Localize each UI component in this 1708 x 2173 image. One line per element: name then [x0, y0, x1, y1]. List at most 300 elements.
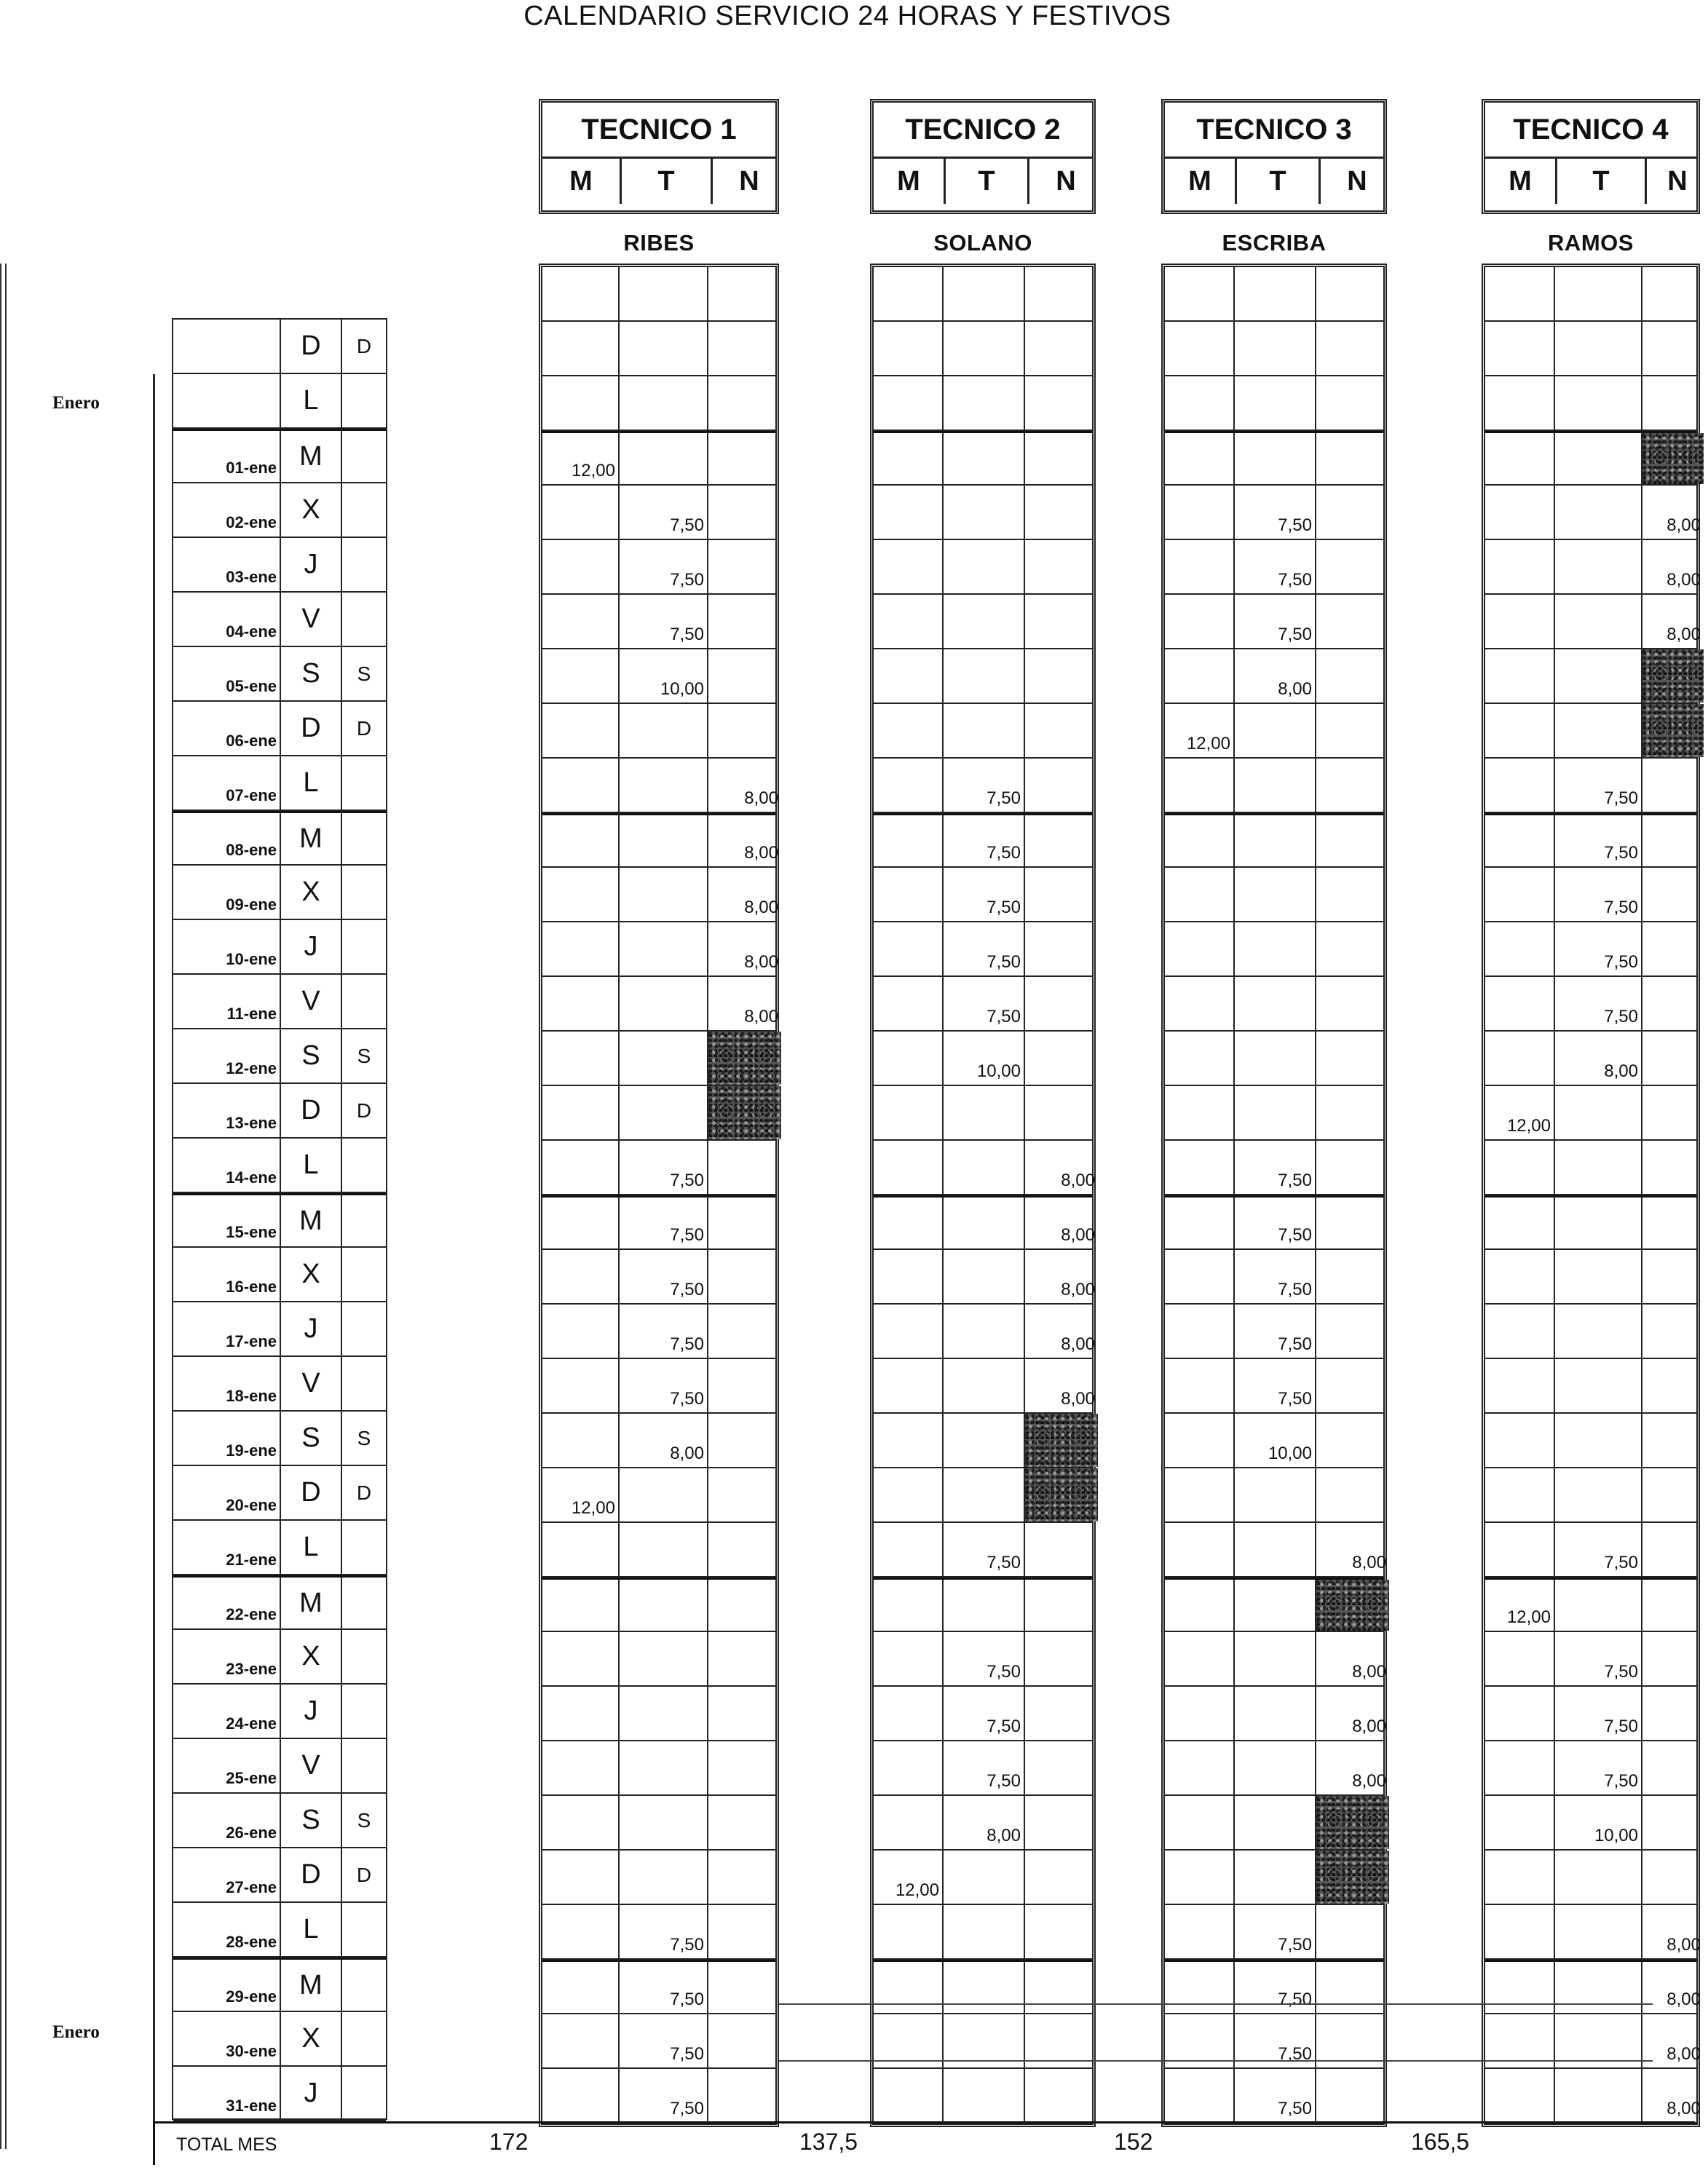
shift-cell-m[interactable] — [874, 977, 944, 1030]
shift-cell-n[interactable] — [708, 1359, 781, 1412]
shift-cell-m[interactable] — [874, 1632, 944, 1685]
shift-cell-n[interactable] — [1642, 868, 1704, 921]
shift-cell-t[interactable] — [620, 1032, 708, 1085]
shift-cell-n[interactable] — [1316, 649, 1389, 702]
shift-cell-t[interactable]: 7,50 — [1235, 540, 1316, 593]
shift-cell-n[interactable]: 8,00 — [744, 843, 778, 863]
shift-cell-t[interactable] — [1235, 815, 1316, 866]
shift-cell-m[interactable] — [1485, 1414, 1555, 1467]
shift-cell-t[interactable]: 7,50 — [1235, 486, 1316, 539]
shift-cell-t[interactable] — [944, 704, 1025, 757]
shift-cell-n[interactable] — [1316, 1580, 1389, 1631]
shift-cell-n[interactable] — [1316, 2069, 1389, 2122]
shift-cell-t[interactable] — [620, 1468, 708, 1521]
shift-cell-m[interactable] — [1485, 1359, 1555, 1412]
shift-cell-n[interactable] — [708, 1198, 781, 1248]
shift-cell-m[interactable] — [542, 1198, 620, 1248]
shift-cell-n[interactable] — [1025, 649, 1098, 702]
shift-cell-n[interactable] — [1642, 1687, 1704, 1740]
shift-cell-n[interactable] — [708, 1305, 781, 1358]
shift-cell-t[interactable]: 7,50 — [1555, 868, 1642, 921]
shift-cell-m[interactable] — [874, 1414, 944, 1467]
shift-cell-n[interactable] — [708, 1741, 781, 1794]
shift-cell-m[interactable] — [874, 486, 944, 539]
shift-cell-m[interactable] — [1485, 267, 1555, 320]
shift-cell-n[interactable] — [1316, 1250, 1389, 1303]
shift-cell-n[interactable] — [708, 1796, 781, 1849]
shift-cell-n[interactable] — [1316, 1141, 1389, 1194]
shift-cell-n[interactable] — [1642, 1632, 1704, 1685]
shift-cell-n[interactable] — [1025, 376, 1098, 430]
shift-cell-m[interactable] — [542, 868, 620, 921]
shift-cell-m[interactable] — [1165, 1632, 1235, 1685]
shift-cell-t[interactable] — [1555, 322, 1642, 375]
shift-cell-m[interactable] — [542, 1905, 620, 1958]
shift-cell-n[interactable] — [1316, 1032, 1389, 1085]
shift-cell-n[interactable] — [708, 595, 781, 648]
shift-cell-t[interactable] — [1235, 1468, 1316, 1521]
shift-cell-t[interactable]: 7,50 — [1555, 1523, 1642, 1576]
shift-cell-m[interactable] — [542, 1086, 620, 1139]
shift-cell-n[interactable] — [1642, 1796, 1704, 1849]
shift-cell-m[interactable] — [874, 1086, 944, 1139]
shift-cell-t[interactable]: 8,00 — [1235, 649, 1316, 702]
shift-cell-m[interactable] — [542, 1851, 620, 1904]
shift-cell-n[interactable] — [1025, 704, 1098, 757]
shift-cell-m[interactable] — [1485, 1796, 1555, 1849]
shift-cell-n[interactable] — [1642, 1580, 1704, 1631]
shift-cell-n[interactable]: 8,00 — [1061, 1334, 1095, 1354]
shift-cell-t[interactable] — [944, 1851, 1025, 1904]
shift-cell-t[interactable]: 7,50 — [944, 1523, 1025, 1576]
shift-cell-n[interactable]: 8,00 — [1352, 1771, 1386, 1791]
shift-cell-t[interactable]: 8,00 — [620, 1414, 708, 1467]
shift-cell-n[interactable] — [708, 1468, 781, 1521]
shift-cell-m[interactable] — [874, 1032, 944, 1085]
shift-cell-t[interactable]: 7,50 — [944, 977, 1025, 1030]
shift-cell-n[interactable] — [1642, 649, 1704, 702]
shift-cell-m[interactable] — [874, 1687, 944, 1740]
shift-cell-t[interactable]: 7,50 — [1555, 1687, 1642, 1740]
shift-cell-m[interactable] — [542, 1580, 620, 1631]
shift-cell-t[interactable] — [944, 376, 1025, 430]
shift-cell-t[interactable] — [1555, 704, 1642, 757]
shift-cell-t[interactable] — [1235, 322, 1316, 375]
shift-cell-n[interactable] — [1642, 1141, 1704, 1194]
shift-cell-m[interactable] — [874, 1198, 944, 1248]
shift-cell-n[interactable]: 8,00 — [1061, 1171, 1095, 1190]
shift-cell-n[interactable] — [708, 376, 781, 430]
shift-cell-t[interactable]: 7,50 — [620, 1198, 708, 1248]
shift-cell-n[interactable] — [708, 1414, 781, 1467]
shift-cell-n[interactable] — [1025, 1905, 1098, 1958]
shift-cell-t[interactable]: 7,50 — [620, 540, 708, 593]
shift-cell-m[interactable] — [874, 1359, 944, 1412]
shift-cell-m[interactable] — [874, 815, 944, 866]
shift-cell-n[interactable] — [1025, 1086, 1098, 1139]
shift-cell-t[interactable]: 7,50 — [1235, 595, 1316, 648]
shift-cell-t[interactable] — [944, 540, 1025, 593]
shift-cell-t[interactable] — [1235, 868, 1316, 921]
shift-cell-n[interactable] — [1025, 1580, 1098, 1631]
shift-cell-m[interactable] — [542, 1359, 620, 1412]
shift-cell-n[interactable]: 8,00 — [1352, 1717, 1386, 1736]
shift-cell-t[interactable] — [1555, 486, 1642, 539]
shift-cell-n[interactable] — [1316, 1851, 1389, 1904]
shift-cell-t[interactable]: 7,50 — [944, 1687, 1025, 1740]
shift-cell-t[interactable] — [620, 322, 708, 375]
shift-cell-m[interactable] — [542, 1687, 620, 1740]
shift-cell-m[interactable] — [1165, 1198, 1235, 1248]
shift-cell-m[interactable] — [1485, 922, 1555, 975]
shift-cell-n[interactable] — [1316, 1414, 1389, 1467]
shift-cell-m[interactable] — [1165, 815, 1235, 866]
shift-cell-m[interactable]: 12,00 — [1485, 1580, 1555, 1631]
shift-cell-n[interactable] — [1025, 322, 1098, 375]
shift-cell-n[interactable] — [1642, 977, 1704, 1030]
shift-cell-n[interactable]: 8,00 — [1061, 1280, 1095, 1299]
shift-cell-m[interactable] — [1485, 322, 1555, 375]
shift-cell-t[interactable] — [944, 1414, 1025, 1467]
shift-cell-t[interactable] — [620, 1523, 708, 1576]
shift-cell-t[interactable] — [944, 322, 1025, 375]
shift-cell-n[interactable] — [1642, 322, 1704, 375]
shift-cell-n[interactable]: 8,00 — [1667, 625, 1701, 644]
shift-cell-m[interactable] — [1485, 1250, 1555, 1303]
shift-cell-m[interactable] — [542, 815, 620, 866]
shift-cell-n[interactable] — [708, 322, 781, 375]
shift-cell-t[interactable]: 7,50 — [1555, 922, 1642, 975]
shift-cell-t[interactable]: 7,50 — [1235, 1962, 1316, 2013]
shift-cell-t[interactable] — [620, 1851, 708, 1904]
shift-cell-n[interactable] — [708, 1580, 781, 1631]
shift-cell-t[interactable]: 10,00 — [1235, 1414, 1316, 1467]
shift-cell-t[interactable] — [944, 267, 1025, 320]
shift-cell-t[interactable]: 7,50 — [620, 1359, 708, 1412]
shift-cell-t[interactable] — [620, 977, 708, 1030]
shift-cell-n[interactable] — [1642, 1250, 1704, 1303]
shift-cell-m[interactable] — [1165, 1523, 1235, 1576]
shift-cell-n[interactable] — [1316, 267, 1389, 320]
shift-cell-n[interactable] — [1642, 759, 1704, 812]
shift-cell-n[interactable] — [1316, 977, 1389, 1030]
shift-cell-t[interactable] — [944, 1468, 1025, 1521]
shift-cell-m[interactable] — [1485, 868, 1555, 921]
shift-cell-n[interactable] — [1025, 267, 1098, 320]
shift-cell-m[interactable] — [1165, 540, 1235, 593]
shift-cell-m[interactable]: 12,00 — [542, 1468, 620, 1521]
shift-cell-n[interactable]: 8,00 — [1667, 1935, 1701, 1955]
shift-cell-n[interactable] — [1316, 376, 1389, 430]
shift-cell-n[interactable] — [1642, 376, 1704, 430]
shift-cell-n[interactable] — [1025, 1032, 1098, 1085]
shift-cell-m[interactable] — [1165, 1905, 1235, 1958]
shift-cell-t[interactable]: 7,50 — [1235, 1905, 1316, 1958]
shift-cell-m[interactable] — [1485, 977, 1555, 1030]
shift-cell-m[interactable] — [542, 2069, 620, 2122]
shift-cell-t[interactable] — [1555, 540, 1642, 593]
shift-cell-t[interactable] — [1555, 1414, 1642, 1467]
shift-cell-m[interactable] — [1165, 486, 1235, 539]
shift-cell-n[interactable] — [1642, 1851, 1704, 1904]
shift-cell-t[interactable] — [1555, 649, 1642, 702]
shift-cell-t[interactable]: 7,50 — [620, 1305, 708, 1358]
shift-cell-m[interactable] — [1165, 1086, 1235, 1139]
shift-cell-m[interactable] — [874, 1962, 944, 2013]
shift-cell-n[interactable] — [1316, 759, 1389, 812]
shift-cell-m[interactable] — [542, 1250, 620, 1303]
shift-cell-m[interactable] — [1485, 540, 1555, 593]
shift-cell-m[interactable] — [1485, 704, 1555, 757]
shift-cell-t[interactable]: 7,50 — [1555, 977, 1642, 1030]
shift-cell-t[interactable] — [944, 1359, 1025, 1412]
shift-cell-m[interactable] — [1485, 1851, 1555, 1904]
shift-cell-m[interactable] — [1485, 595, 1555, 648]
shift-cell-t[interactable] — [1235, 759, 1316, 812]
shift-cell-m[interactable] — [1165, 922, 1235, 975]
shift-cell-t[interactable] — [1555, 1962, 1642, 2013]
shift-cell-m[interactable] — [1165, 1741, 1235, 1794]
shift-cell-m[interactable] — [542, 704, 620, 757]
shift-cell-n[interactable] — [1316, 868, 1389, 921]
shift-cell-t[interactable]: 7,50 — [1555, 1632, 1642, 1685]
shift-cell-t[interactable] — [1235, 433, 1316, 484]
shift-cell-t[interactable] — [1235, 267, 1316, 320]
shift-cell-m[interactable] — [874, 1905, 944, 1958]
shift-cell-n[interactable] — [1025, 1414, 1098, 1467]
shift-cell-t[interactable]: 7,50 — [944, 759, 1025, 812]
shift-cell-n[interactable] — [1316, 433, 1389, 484]
shift-cell-m[interactable] — [542, 595, 620, 648]
shift-cell-t[interactable] — [1235, 977, 1316, 1030]
shift-cell-t[interactable]: 7,50 — [1235, 1198, 1316, 1248]
shift-cell-m[interactable] — [1485, 486, 1555, 539]
shift-cell-t[interactable] — [620, 1687, 708, 1740]
shift-cell-t[interactable] — [620, 1796, 708, 1849]
shift-cell-n[interactable] — [708, 2069, 781, 2122]
shift-cell-t[interactable] — [1235, 376, 1316, 430]
shift-cell-m[interactable] — [874, 376, 944, 430]
shift-cell-m[interactable] — [542, 2014, 620, 2067]
shift-cell-n[interactable] — [1025, 815, 1098, 866]
shift-cell-m[interactable] — [874, 1468, 944, 1521]
shift-cell-t[interactable] — [620, 1632, 708, 1685]
shift-cell-t[interactable] — [1235, 1632, 1316, 1685]
shift-cell-n[interactable] — [1642, 1086, 1704, 1139]
shift-cell-t[interactable] — [944, 1580, 1025, 1631]
shift-cell-m[interactable] — [874, 1580, 944, 1631]
shift-cell-t[interactable]: 10,00 — [620, 649, 708, 702]
shift-cell-t[interactable] — [944, 2069, 1025, 2122]
shift-cell-t[interactable] — [1555, 1580, 1642, 1631]
shift-cell-m[interactable] — [1485, 815, 1555, 866]
shift-cell-n[interactable] — [1025, 1796, 1098, 1849]
shift-cell-m[interactable] — [1165, 1796, 1235, 1849]
shift-cell-n[interactable]: 8,00 — [744, 898, 778, 917]
shift-cell-m[interactable] — [1165, 977, 1235, 1030]
shift-cell-n[interactable] — [1316, 704, 1389, 757]
shift-cell-t[interactable]: 7,50 — [1235, 2069, 1316, 2122]
shift-cell-t[interactable] — [1555, 376, 1642, 430]
shift-cell-t[interactable] — [1555, 1851, 1642, 1904]
shift-cell-m[interactable] — [874, 1523, 944, 1576]
shift-cell-t[interactable] — [1555, 267, 1642, 320]
shift-cell-m[interactable] — [1485, 759, 1555, 812]
shift-cell-n[interactable] — [1642, 1198, 1704, 1248]
shift-cell-m[interactable] — [542, 486, 620, 539]
shift-cell-n[interactable] — [708, 704, 781, 757]
shift-cell-n[interactable] — [1025, 1741, 1098, 1794]
shift-cell-n[interactable] — [1316, 1905, 1389, 1958]
shift-cell-n[interactable] — [1316, 322, 1389, 375]
shift-cell-m[interactable] — [874, 1741, 944, 1794]
shift-cell-n[interactable] — [708, 1851, 781, 1904]
shift-cell-t[interactable]: 7,50 — [1555, 815, 1642, 866]
shift-cell-n[interactable] — [1316, 595, 1389, 648]
shift-cell-n[interactable] — [708, 540, 781, 593]
shift-cell-n[interactable] — [1642, 267, 1704, 320]
shift-cell-m[interactable] — [1485, 1741, 1555, 1794]
shift-cell-m[interactable] — [1165, 1305, 1235, 1358]
shift-cell-n[interactable] — [1642, 1468, 1704, 1521]
shift-cell-m[interactable] — [542, 1141, 620, 1194]
shift-cell-n[interactable] — [1025, 595, 1098, 648]
shift-cell-m[interactable]: 12,00 — [1165, 704, 1235, 757]
shift-cell-m[interactable] — [542, 1962, 620, 2013]
shift-cell-n[interactable] — [1316, 1962, 1389, 2013]
shift-cell-t[interactable] — [1555, 1305, 1642, 1358]
shift-cell-t[interactable] — [1235, 1086, 1316, 1139]
shift-cell-t[interactable]: 7,50 — [620, 486, 708, 539]
shift-cell-n[interactable] — [1025, 1962, 1098, 2013]
shift-cell-n[interactable] — [1642, 433, 1704, 484]
shift-cell-t[interactable] — [620, 1580, 708, 1631]
shift-cell-n[interactable] — [1025, 540, 1098, 593]
shift-cell-t[interactable]: 7,50 — [1555, 759, 1642, 812]
shift-cell-n[interactable] — [1642, 1741, 1704, 1794]
shift-cell-t[interactable] — [1555, 1359, 1642, 1412]
shift-cell-m[interactable] — [1165, 1468, 1235, 1521]
shift-cell-t[interactable] — [1235, 1523, 1316, 1576]
shift-cell-t[interactable]: 7,50 — [1235, 1141, 1316, 1194]
shift-cell-n[interactable] — [708, 1962, 781, 2013]
shift-cell-t[interactable] — [944, 1250, 1025, 1303]
shift-cell-n[interactable] — [1025, 1468, 1098, 1521]
shift-cell-t[interactable]: 10,00 — [1555, 1796, 1642, 1849]
shift-cell-t[interactable] — [1235, 1687, 1316, 1740]
shift-cell-t[interactable]: 7,50 — [620, 1141, 708, 1194]
shift-cell-n[interactable]: 8,00 — [1667, 1990, 1701, 2009]
shift-cell-n[interactable]: 8,00 — [1667, 2044, 1701, 2064]
shift-cell-t[interactable]: 7,50 — [944, 1632, 1025, 1685]
shift-cell-n[interactable] — [1316, 540, 1389, 593]
shift-cell-t[interactable] — [944, 1305, 1025, 1358]
shift-cell-n[interactable] — [1316, 1086, 1389, 1139]
shift-cell-m[interactable] — [542, 1741, 620, 1794]
shift-cell-n[interactable] — [1642, 1414, 1704, 1467]
shift-cell-m[interactable] — [874, 433, 944, 484]
shift-cell-m[interactable] — [542, 267, 620, 320]
shift-cell-m[interactable] — [542, 1796, 620, 1849]
shift-cell-m[interactable] — [874, 322, 944, 375]
shift-cell-n[interactable] — [1025, 977, 1098, 1030]
shift-cell-n[interactable] — [1025, 1687, 1098, 1740]
shift-cell-t[interactable] — [1555, 1086, 1642, 1139]
shift-cell-t[interactable]: 7,50 — [620, 1250, 708, 1303]
shift-cell-m[interactable] — [874, 1796, 944, 1849]
shift-cell-n[interactable] — [708, 1523, 781, 1576]
shift-cell-m[interactable] — [542, 1414, 620, 1467]
shift-cell-m[interactable] — [874, 1305, 944, 1358]
shift-cell-m[interactable] — [1485, 2069, 1555, 2122]
shift-cell-n[interactable]: 8,00 — [1352, 1553, 1386, 1572]
shift-cell-t[interactable]: 7,50 — [620, 1905, 708, 1958]
shift-cell-m[interactable] — [1485, 1687, 1555, 1740]
shift-cell-n[interactable] — [1642, 1523, 1704, 1576]
shift-cell-m[interactable] — [542, 1032, 620, 1085]
shift-cell-t[interactable] — [944, 1962, 1025, 2013]
shift-cell-n[interactable] — [1316, 815, 1389, 866]
shift-cell-n[interactable] — [708, 1687, 781, 1740]
shift-cell-m[interactable] — [874, 704, 944, 757]
shift-cell-n[interactable]: 8,00 — [1061, 1225, 1095, 1245]
shift-cell-n[interactable]: 8,00 — [1667, 570, 1701, 590]
shift-cell-t[interactable] — [944, 486, 1025, 539]
shift-cell-m[interactable]: 12,00 — [874, 1851, 944, 1904]
shift-cell-m[interactable] — [874, 649, 944, 702]
shift-cell-t[interactable]: 7,50 — [944, 922, 1025, 975]
shift-cell-t[interactable]: 7,50 — [944, 1741, 1025, 1794]
shift-cell-n[interactable] — [1316, 1198, 1389, 1248]
shift-cell-m[interactable] — [1165, 1414, 1235, 1467]
shift-cell-t[interactable] — [1235, 1032, 1316, 1085]
shift-cell-n[interactable] — [1642, 922, 1704, 975]
shift-cell-t[interactable]: 7,50 — [1235, 1305, 1316, 1358]
shift-cell-t[interactable]: 7,50 — [1235, 1359, 1316, 1412]
shift-cell-m[interactable] — [1165, 1962, 1235, 2013]
shift-cell-t[interactable] — [1555, 2069, 1642, 2122]
shift-cell-t[interactable] — [1555, 1198, 1642, 1248]
shift-cell-t[interactable] — [944, 595, 1025, 648]
shift-cell-n[interactable] — [708, 1086, 781, 1139]
shift-cell-t[interactable]: 8,00 — [1555, 1032, 1642, 1085]
shift-cell-m[interactable] — [874, 267, 944, 320]
shift-cell-t[interactable] — [620, 267, 708, 320]
shift-cell-t[interactable] — [944, 1141, 1025, 1194]
shift-cell-m[interactable] — [874, 540, 944, 593]
shift-cell-m[interactable] — [1165, 868, 1235, 921]
shift-cell-m[interactable] — [1165, 1141, 1235, 1194]
shift-cell-n[interactable] — [1025, 433, 1098, 484]
shift-cell-n[interactable] — [1316, 1359, 1389, 1412]
shift-cell-m[interactable] — [1485, 1198, 1555, 1248]
shift-cell-n[interactable]: 8,00 — [1061, 1389, 1095, 1409]
shift-cell-t[interactable] — [620, 922, 708, 975]
shift-cell-m[interactable] — [874, 1141, 944, 1194]
shift-cell-m[interactable] — [542, 1523, 620, 1576]
shift-cell-m[interactable] — [542, 649, 620, 702]
shift-cell-m[interactable] — [1485, 1141, 1555, 1194]
shift-cell-t[interactable] — [944, 433, 1025, 484]
shift-cell-m[interactable] — [1165, 433, 1235, 484]
shift-cell-n[interactable] — [1316, 1305, 1389, 1358]
shift-cell-t[interactable] — [944, 1198, 1025, 1248]
shift-cell-n[interactable] — [1025, 1523, 1098, 1576]
shift-cell-n[interactable] — [1025, 922, 1098, 975]
shift-cell-t[interactable]: 7,50 — [1555, 1741, 1642, 1794]
shift-cell-t[interactable]: 7,50 — [620, 1962, 708, 2013]
shift-cell-m[interactable] — [542, 922, 620, 975]
